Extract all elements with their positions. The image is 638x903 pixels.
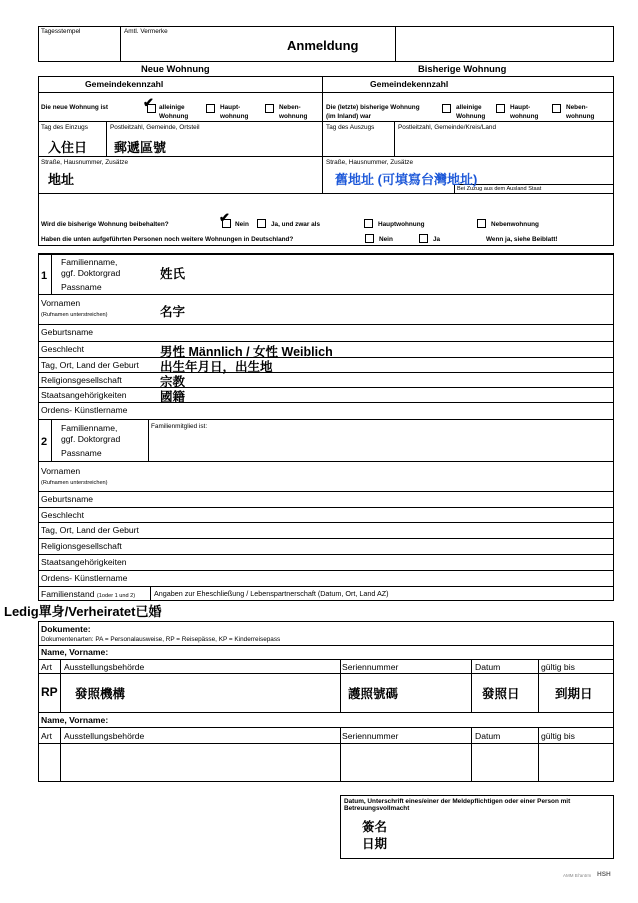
dokumente-sep-3 bbox=[38, 673, 614, 674]
neben-wohnung-label-new: wohnung bbox=[279, 113, 308, 120]
doc1-art-value[interactable]: RP bbox=[41, 685, 58, 699]
neben-label-old: Neben- bbox=[566, 104, 588, 111]
nein-label-2: Nein bbox=[379, 236, 393, 243]
familienstand-text: Familienstand bbox=[41, 589, 95, 599]
dokumente-sep-2 bbox=[38, 659, 614, 660]
rufnamen-hint: (Rufnamen unterstreichen) bbox=[41, 312, 108, 318]
person2-number: 2 bbox=[41, 436, 48, 448]
doc2-art-header: Art bbox=[41, 731, 52, 741]
ja-zwar-label: Ja, und zwar als bbox=[271, 221, 321, 228]
nebenwohnung-checkbox-old[interactable] bbox=[552, 104, 561, 113]
nebenwohnung-label-q: Nebenwohnung bbox=[491, 221, 539, 228]
nein-checkbox-2[interactable] bbox=[365, 234, 374, 243]
nebenwohnung-checkbox-q[interactable] bbox=[477, 219, 486, 228]
check-mark-icon: ✔ bbox=[219, 210, 230, 225]
amtl-vermerke-label: Amtl. Vermerke bbox=[124, 28, 168, 35]
doc2-serie-header: Seriennummer bbox=[342, 731, 399, 741]
dokumente-sep-1 bbox=[38, 645, 614, 646]
hauptwohnung-label-q: Hauptwohnung bbox=[378, 221, 425, 228]
dokumente-sep-5 bbox=[38, 727, 614, 728]
address-value[interactable]: 地址 bbox=[48, 172, 75, 187]
person1-surname-value[interactable]: 姓氏 bbox=[160, 267, 186, 281]
haupt-wohnung-label-new: wohnung bbox=[220, 113, 249, 120]
wohnung-label-new: Wohnung bbox=[159, 113, 189, 120]
person1-gender-value[interactable]: 男性 Männlich / 女性 Weiblich bbox=[160, 345, 333, 359]
doc1-art-header: Art bbox=[41, 662, 52, 672]
religion-label: Religionsgesellschaft bbox=[41, 541, 122, 551]
vornamen-label: Vornamen bbox=[41, 298, 81, 308]
old-address-value[interactable]: 舊地址 (可填寫台灣地址) bbox=[335, 172, 478, 187]
staat-label: Staatsangehörigkeiten bbox=[41, 557, 127, 567]
doc1-datum-header: Datum bbox=[475, 662, 501, 672]
doc2-gueltig-header: gültig bis bbox=[541, 731, 575, 741]
header-divider-2 bbox=[395, 26, 396, 62]
einzug-divider-2 bbox=[322, 122, 323, 157]
bisherige-wohnung-label-2: (im Inland) war bbox=[326, 113, 372, 120]
haupt-wohnung-label-old: wohnung bbox=[510, 113, 539, 120]
page-title: Anmeldung bbox=[287, 38, 359, 53]
neben-wohnung-label-old: wohnung bbox=[566, 113, 595, 120]
ausland-label: Bei Zuzug aus dem Ausland Staat bbox=[457, 186, 542, 192]
neben-label-new: Neben- bbox=[279, 104, 301, 111]
orden-label: Ordens- Künstlername bbox=[41, 573, 128, 583]
ja-checkbox-1[interactable] bbox=[257, 219, 266, 228]
wohnung-label-old: Wohnung bbox=[456, 113, 486, 120]
doktorgrad-label: ggf. Doktorgrad bbox=[61, 434, 121, 444]
gemeinde-divider bbox=[322, 76, 323, 93]
strasse-label-old: Straße, Hausnummer, Zusätze bbox=[326, 159, 414, 166]
doc1-name-label: Name, Vorname: bbox=[41, 647, 109, 657]
person2-vorname-row bbox=[38, 462, 614, 492]
person1-religion-row bbox=[38, 373, 614, 388]
neue-wohnung-title: Neue Wohnung bbox=[141, 63, 210, 74]
doc1-behoerde-value[interactable]: 發照機構 bbox=[75, 687, 126, 701]
header-divider-1 bbox=[120, 26, 121, 62]
doc1-datum-value[interactable]: 發照日 bbox=[482, 687, 520, 701]
haupt-label-new: Haupt- bbox=[220, 104, 241, 111]
haupt-label-old: Haupt- bbox=[510, 104, 531, 111]
familienstand-divider bbox=[150, 587, 151, 601]
beibehalten-question: Wird die bisherige Wohnung beibehalten? bbox=[41, 221, 169, 228]
postal-code-value[interactable]: 郵遞區號 bbox=[114, 140, 167, 155]
tag-ort-label: Tag, Ort, Land der Geburt bbox=[41, 360, 139, 370]
familienstand-value[interactable]: Ledig單身/Verheiratet已婚 bbox=[4, 604, 162, 619]
passname-label: Passname bbox=[61, 282, 102, 292]
plz-gemeinde-label: Postleitzahl, Gemeinde, Ortsteil bbox=[110, 124, 200, 131]
signature-value[interactable]: 簽名 bbox=[362, 820, 388, 834]
gemeindekennzahl-old-label: Gemeindekennzahl bbox=[370, 79, 449, 89]
bisherige-wohnung-title: Bisherige Wohnung bbox=[418, 63, 507, 74]
person1-vorname-row bbox=[38, 295, 614, 325]
person1-given-name-value[interactable]: 名字 bbox=[160, 305, 186, 319]
person2-geburtsname-row bbox=[38, 492, 614, 508]
beiblatt-note: Wenn ja, siehe Beiblatt! bbox=[486, 236, 558, 243]
gemeindekennzahl-new-label: Gemeindekennzahl bbox=[85, 79, 164, 89]
person1-name-divider bbox=[51, 255, 52, 295]
staat-label: Staatsangehörigkeiten bbox=[41, 390, 127, 400]
person1-nationality-value[interactable]: 國籍 bbox=[160, 390, 186, 404]
person1-birth-value[interactable]: 出生年月日，出生地 bbox=[160, 360, 273, 374]
doc1-behoerde-header: Ausstellungsbehörde bbox=[64, 662, 145, 672]
nein-label-1: Nein bbox=[235, 221, 249, 228]
doktorgrad-label: ggf. Doktorgrad bbox=[61, 268, 121, 278]
geschlecht-label: Geschlecht bbox=[41, 344, 84, 354]
footer-code: AMM Bl’antrm bbox=[563, 873, 592, 878]
passname-label: Passname bbox=[61, 448, 102, 458]
familienmitglied-label: Familienmitglied ist: bbox=[151, 423, 208, 430]
signature-label: Datum, Unterschrift eines/einer der Meldepflichtigen oder einer Person mit Betreuungsvollmacht bbox=[344, 798, 571, 813]
doc2-datum-header: Datum bbox=[475, 731, 501, 741]
dokumente-sep-4 bbox=[38, 712, 614, 713]
hauptwohnung-checkbox-old[interactable] bbox=[496, 104, 505, 113]
dokumentenarten-info: Dokumentenarten: PA = Personalausweise, RP = Reisepässe, KP = Kinderreisepass bbox=[41, 636, 281, 643]
doc1-col-4 bbox=[538, 659, 539, 712]
ja-label-2: Ja bbox=[433, 236, 441, 243]
ja-checkbox-2[interactable] bbox=[419, 234, 428, 243]
neue-wohnung-ist-label: Die neue Wohnung ist bbox=[41, 104, 108, 111]
doc1-gueltig-value[interactable]: 到期日 bbox=[555, 687, 593, 701]
bisherige-wohnung-label-1: Die (letzte) bisherige Wohnung bbox=[326, 104, 420, 111]
orden-label: Ordens- Künstlername bbox=[41, 405, 128, 415]
alleinige-checkbox-old[interactable] bbox=[442, 104, 451, 113]
doc1-serie-value[interactable]: 護照號碼 bbox=[348, 687, 399, 701]
person2-religion-row bbox=[38, 539, 614, 555]
status-divider bbox=[322, 93, 323, 122]
alleinige-label-new: alleinige bbox=[159, 104, 185, 111]
geburtsname-label: Geburtsname bbox=[41, 327, 94, 337]
familienstand-label bbox=[41, 590, 135, 600]
doc2-col-3 bbox=[471, 727, 472, 782]
footer-brand: HSH bbox=[597, 871, 611, 878]
doc2-name-label: Name, Vorname: bbox=[41, 715, 109, 725]
doc1-col-2 bbox=[340, 659, 341, 712]
strasse-divider bbox=[322, 157, 323, 194]
person2-geschlecht-row bbox=[38, 508, 614, 523]
vornamen-label: Vornamen bbox=[41, 466, 81, 476]
einzug-divider-1 bbox=[106, 122, 107, 157]
eheschliessung-label: Angaben zur Eheschließung / Lebenspartnerschaft (Datum, Ort, Land AZ) bbox=[154, 589, 389, 598]
doc1-serie-header: Seriennummer bbox=[342, 662, 399, 672]
strasse-label-new: Straße, Hausnummer, Zusätze bbox=[41, 159, 129, 166]
familienstand-sub: (1oder 1 und 2) bbox=[96, 593, 136, 599]
person1-geburtsname-row bbox=[38, 325, 614, 342]
person2-name-block bbox=[38, 420, 614, 462]
religion-label: Religionsgesellschaft bbox=[41, 375, 122, 385]
check-mark-icon: ✔ bbox=[143, 95, 154, 110]
person1-number: 1 bbox=[41, 270, 48, 282]
hauptwohnung-checkbox-q[interactable] bbox=[364, 219, 373, 228]
doc2-col-1 bbox=[60, 727, 61, 782]
tag-auszug-label: Tag des Auszugs bbox=[326, 124, 375, 131]
nebenwohnung-checkbox-new[interactable] bbox=[265, 104, 274, 113]
doc2-behoerde-header: Ausstellungsbehörde bbox=[64, 731, 145, 741]
doc1-gueltig-header: gültig bis bbox=[541, 662, 575, 672]
person1-name-block bbox=[38, 253, 614, 295]
hauptwohnung-checkbox-new[interactable] bbox=[206, 104, 215, 113]
weitere-wohnungen-question: Haben die unten aufgeführten Personen noch weitere Wohnungen in Deutschland? bbox=[41, 236, 294, 243]
familienname-label: Familienname, bbox=[61, 257, 118, 267]
tagesstempel-label: Tagesstempel bbox=[41, 28, 81, 35]
doc1-col-3 bbox=[471, 659, 472, 712]
doc1-col-1 bbox=[60, 659, 61, 712]
dokumente-sep-6 bbox=[38, 743, 614, 744]
einzug-divider-3 bbox=[394, 122, 395, 157]
geschlecht-label: Geschlecht bbox=[41, 510, 84, 520]
alleinige-label-old: alleinige bbox=[456, 104, 482, 111]
plz-kreis-label: Postleitzahl, Gemeinde/Kreis/Land bbox=[398, 124, 497, 131]
doc2-col-2 bbox=[340, 727, 341, 782]
dokumente-title: Dokumente: bbox=[41, 624, 91, 634]
familienname-label: Familienname, bbox=[61, 423, 118, 433]
signature-date-value[interactable]: 日期 bbox=[362, 837, 388, 851]
tag-einzug-label: Tag des Einzugs bbox=[41, 124, 88, 131]
geburtsname-label: Geburtsname bbox=[41, 494, 94, 504]
familienmitglied-divider bbox=[148, 420, 149, 462]
einzug-date-value[interactable]: 入住日 bbox=[48, 140, 88, 155]
person2-name-divider bbox=[51, 420, 52, 462]
rufnamen-hint: (Rufnamen unterstreichen) bbox=[41, 480, 108, 486]
doc2-col-4 bbox=[538, 727, 539, 782]
person1-religion-value[interactable]: 宗教 bbox=[160, 375, 186, 389]
tag-ort-label: Tag, Ort, Land der Geburt bbox=[41, 525, 139, 535]
